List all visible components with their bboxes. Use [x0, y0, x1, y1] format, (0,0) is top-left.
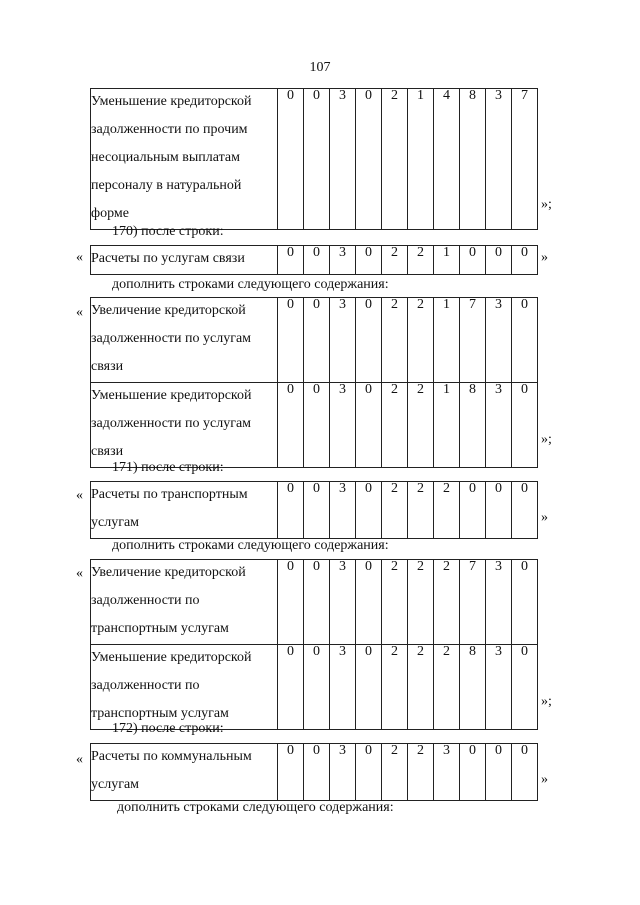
code-digit: 0	[356, 246, 382, 275]
paragraph-add-lines-1: дополнить строками следующего содержания:	[112, 277, 389, 292]
code-digit: 0	[278, 744, 304, 801]
code-digit: 2	[408, 383, 434, 468]
code-digit: 0	[304, 89, 330, 230]
code-digit: 2	[382, 744, 408, 801]
code-table-4	[90, 481, 538, 539]
row-label-line: Увеличение кредиторской	[91, 565, 246, 580]
code-digit: 3	[330, 744, 356, 801]
code-digit: 0	[486, 246, 512, 275]
code-digit: 3	[330, 482, 356, 539]
row-label-line: транспортным услугам	[91, 621, 229, 636]
row-label-line: задолженности по услугам	[91, 416, 252, 431]
row-label-line: связи	[91, 444, 124, 459]
code-digit: 7	[460, 298, 486, 383]
row-label	[91, 560, 278, 645]
code-digit: 3	[486, 298, 512, 383]
code-digit: 2	[434, 482, 460, 539]
closing-quote-semicolon-5: »;	[541, 694, 552, 709]
code-digit: 2	[434, 560, 460, 645]
table-row	[91, 482, 538, 539]
code-digit: 0	[278, 246, 304, 275]
code-digit: 2	[382, 645, 408, 730]
code-digit: 0	[460, 744, 486, 801]
code-table-1	[90, 88, 538, 230]
code-digit: 1	[434, 298, 460, 383]
row-label	[91, 645, 278, 730]
paragraph-add-lines-2: дополнить строками следующего содержания:	[112, 538, 389, 553]
row-label-line: транспортным услугам	[91, 706, 229, 721]
row-label	[91, 744, 278, 801]
row-label-line: Увеличение кредиторской	[91, 303, 246, 318]
paragraph-170: 170) после строки:	[112, 224, 224, 239]
code-digit: 0	[278, 383, 304, 468]
row-label-line: Расчеты по транспортным	[91, 487, 248, 502]
code-digit: 0	[356, 383, 382, 468]
row-label-line: Уменьшение кредиторской	[91, 94, 252, 109]
code-digit: 3	[330, 246, 356, 275]
row-label-line: задолженности по прочим	[91, 122, 248, 137]
opening-quote-6: «	[76, 752, 83, 767]
row-label-line: Расчеты по услугам связи	[91, 251, 245, 266]
code-digit: 3	[330, 298, 356, 383]
row-label-line: услугам	[91, 777, 140, 792]
row-label-line: задолженности по услугам	[91, 331, 252, 346]
code-digit: 0	[356, 645, 382, 730]
code-digit: 0	[278, 560, 304, 645]
row-label	[91, 246, 278, 275]
code-digit: 0	[278, 645, 304, 730]
opening-quote-5: «	[76, 566, 83, 581]
code-digit: 0	[304, 482, 330, 539]
code-table-5	[90, 559, 538, 730]
code-digit: 8	[460, 89, 486, 230]
code-table-6	[90, 743, 538, 801]
code-digit: 2	[382, 298, 408, 383]
code-digit: 3	[330, 383, 356, 468]
code-digit: 3	[330, 560, 356, 645]
code-digit: 0	[304, 560, 330, 645]
code-digit: 2	[382, 246, 408, 275]
code-digit: 2	[408, 645, 434, 730]
row-label	[91, 298, 278, 383]
code-digit: 0	[304, 383, 330, 468]
code-digit: 0	[486, 744, 512, 801]
row-label-line: Уменьшение кредиторской	[91, 388, 252, 403]
opening-quote-4: «	[76, 488, 83, 503]
code-digit: 0	[512, 482, 538, 539]
row-label	[91, 383, 278, 468]
code-digit: 3	[486, 645, 512, 730]
code-digit: 0	[512, 645, 538, 730]
closing-quote-semicolon-3: »;	[541, 432, 552, 447]
table-row	[91, 89, 538, 230]
table-row	[91, 560, 538, 645]
code-digit: 3	[486, 383, 512, 468]
row-label-line: персоналу в натуральной	[91, 178, 242, 193]
table-row	[91, 645, 538, 730]
code-digit: 8	[460, 645, 486, 730]
code-digit: 0	[278, 89, 304, 230]
table-row	[91, 298, 538, 383]
row-label-line: задолженности по	[91, 593, 200, 608]
code-digit: 1	[434, 246, 460, 275]
page-number: 107	[309, 60, 331, 75]
code-digit: 1	[434, 383, 460, 468]
code-digit: 0	[278, 298, 304, 383]
code-digit: 3	[486, 89, 512, 230]
code-digit: 2	[408, 246, 434, 275]
code-digit: 0	[356, 744, 382, 801]
code-digit: 3	[330, 89, 356, 230]
code-digit: 2	[408, 560, 434, 645]
closing-quote-2: »	[541, 250, 548, 265]
code-digit: 2	[408, 482, 434, 539]
row-label	[91, 482, 278, 539]
row-label-line: Расчеты по коммунальным	[91, 749, 252, 764]
row-label-line: несоциальным выплатам	[91, 150, 240, 165]
table-row	[91, 383, 538, 468]
row-label-line: Уменьшение кредиторской	[91, 650, 252, 665]
code-digit: 0	[512, 560, 538, 645]
code-digit: 0	[460, 482, 486, 539]
code-digit: 0	[278, 482, 304, 539]
code-digit: 0	[512, 744, 538, 801]
closing-quote-4: »	[541, 510, 548, 525]
opening-quote-2: «	[76, 250, 83, 265]
code-digit: 0	[460, 246, 486, 275]
code-table-2	[90, 245, 538, 275]
code-digit: 0	[304, 645, 330, 730]
paragraph-171: 171) после строки:	[112, 460, 224, 475]
code-digit: 2	[382, 383, 408, 468]
code-digit: 1	[408, 89, 434, 230]
code-digit: 7	[512, 89, 538, 230]
code-digit: 4	[434, 89, 460, 230]
paragraph-172: 172) после строки:	[112, 721, 224, 736]
code-digit: 7	[460, 560, 486, 645]
closing-quote-semicolon-1: »;	[541, 197, 552, 212]
row-label-line: связи	[91, 359, 124, 374]
code-digit: 2	[382, 560, 408, 645]
code-digit: 3	[486, 560, 512, 645]
code-digit: 2	[382, 89, 408, 230]
code-digit: 0	[356, 89, 382, 230]
code-digit: 3	[330, 645, 356, 730]
table-row	[91, 744, 538, 801]
code-digit: 0	[512, 246, 538, 275]
paragraph-add-lines-3: дополнить строками следующего содержания:	[117, 800, 394, 815]
row-label-line: форме	[91, 206, 129, 221]
code-digit: 3	[434, 744, 460, 801]
row-label-line: услугам	[91, 515, 140, 530]
code-digit: 8	[460, 383, 486, 468]
code-digit: 0	[356, 482, 382, 539]
code-table-3	[90, 297, 538, 468]
code-digit: 0	[304, 246, 330, 275]
code-digit: 2	[434, 645, 460, 730]
code-digit: 0	[486, 482, 512, 539]
code-digit: 0	[356, 560, 382, 645]
code-digit: 0	[304, 298, 330, 383]
code-digit: 0	[304, 744, 330, 801]
code-digit: 2	[382, 482, 408, 539]
closing-quote-6: »	[541, 772, 548, 787]
row-label-line: задолженности по	[91, 678, 200, 693]
opening-quote-3: «	[76, 305, 83, 320]
code-digit: 2	[408, 744, 434, 801]
code-digit: 0	[512, 298, 538, 383]
code-digit: 0	[512, 383, 538, 468]
code-digit: 0	[356, 298, 382, 383]
code-digit: 2	[408, 298, 434, 383]
table-row	[91, 246, 538, 275]
row-label	[91, 89, 278, 230]
